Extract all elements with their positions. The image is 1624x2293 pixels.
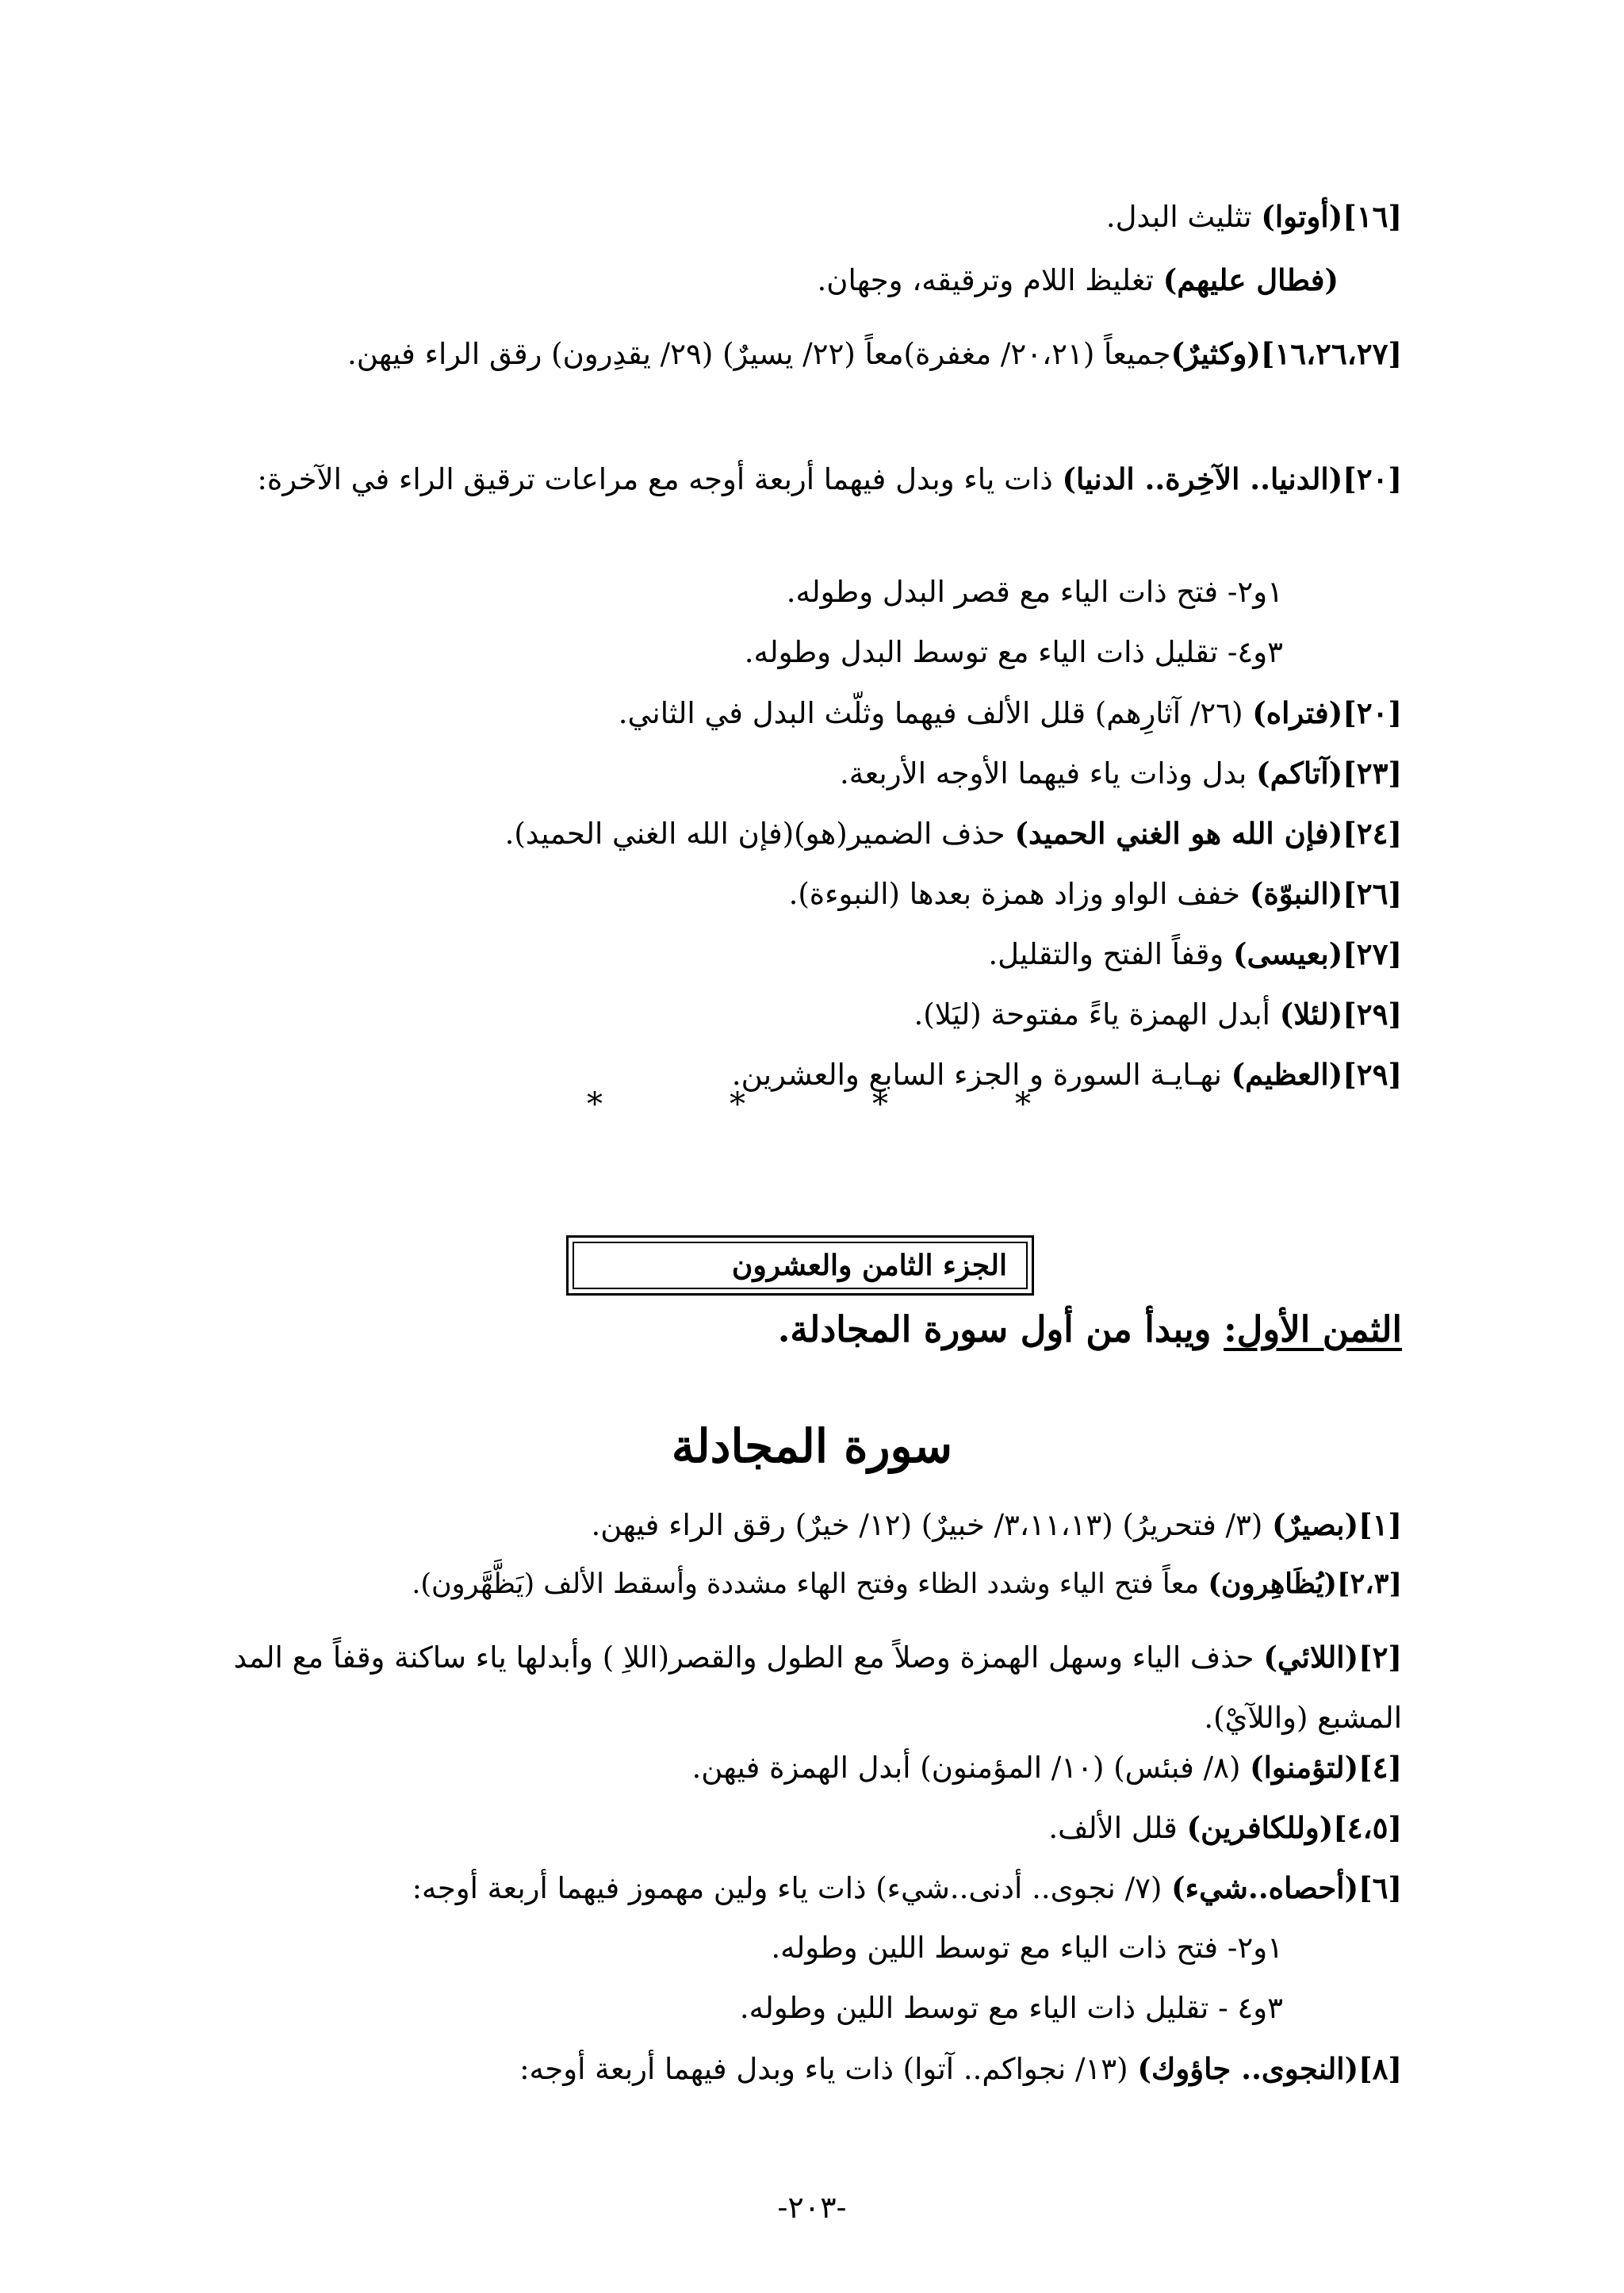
entry-line: [412, 1870, 1402, 1907]
verse-ref: [٤،٥]: [1333, 1810, 1402, 1845]
star-glyph: *: [1015, 1086, 1031, 1123]
entry-text: تثليث البدل.: [1105, 200, 1262, 234]
entry-text: ١و٢- فتح ذات الياء مع قصر البدل وطوله.: [786, 575, 1283, 609]
entry-line: [740, 1990, 1283, 2027]
entry-line: [190, 449, 1402, 510]
verse-ref: [٨]: [1358, 2051, 1402, 2086]
verse-ref: [٢٠]: [1342, 695, 1402, 730]
entry-text: (١٣/ نجواكم.. آتوا) ذات ياء وبدل فيهما أربعة أوجه:: [519, 2052, 1138, 2086]
entry-text: (٣/ فتحريرُ) (٣،١١،١٣/ خبيرٌ) (١٢/ خيرٌ) رقق الراء فيهن.: [591, 1508, 1273, 1542]
entry-line: [190, 1627, 1402, 1748]
quranic-term: (يُظَاهِرون): [1208, 1568, 1337, 1600]
verse-ref: [٤]: [1358, 1750, 1402, 1785]
entry-text: (٢٦/ آثارِهم) قلل الألف فيهما وثلّث البدل في الثاني.: [618, 696, 1253, 730]
star-glyph: *: [730, 1086, 745, 1123]
section-divider-stars: [587, 1086, 1031, 1123]
quranic-term: (فطال عليهم): [1162, 262, 1339, 297]
entry-line: [789, 875, 1402, 913]
section-heading: [778, 1308, 1402, 1350]
quranic-term: (اللائي): [1263, 1640, 1359, 1675]
entry-text: معاً فتح الياء وشدد الظاء وفتح الهاء مشددة وأسقط الألف (يَظَّهَّرون).: [412, 1568, 1208, 1600]
quranic-term: (لئلا): [1279, 997, 1343, 1032]
entry-text: بدل وذات ياء فيهما الأوجه الأربعة.: [839, 756, 1257, 790]
quranic-term: (فإن الله هو الغني الحميد): [1014, 816, 1343, 851]
verse-ref: [١٦]: [1342, 199, 1402, 234]
quranic-term: (العظيم): [1231, 1057, 1343, 1092]
entry-text: نهـايـة السورة و الجزء السابع والعشرين.: [731, 1058, 1231, 1092]
page-number: -٢٠٣-: [777, 2190, 847, 2225]
quranic-term: (بصيرٌ): [1272, 1507, 1359, 1542]
entry-text: تغليظ اللام وترقيقه، وجهان.: [817, 263, 1163, 297]
entry-text: ٣و٤- تقليل ذات الياء مع توسط البدل وطوله.: [744, 635, 1283, 669]
entry-text: حذف الياء وسهل الهمزة وصلاً مع الطول والقصر(اللاِ ) وأبدلها ياء ساكنة وقفاً مع المد المشبع (واللآيْ).: [233, 1640, 1402, 1735]
quranic-term: (النجوى.. جاؤوك): [1137, 2051, 1359, 2086]
entry-line: [818, 262, 1339, 299]
quranic-term: (آتاكم): [1256, 756, 1343, 790]
entry-text: ٣و٤ - تقليل ذات الياء مع توسط اللين وطوله.: [739, 1991, 1283, 2025]
entry-line: [771, 1930, 1283, 1966]
quranic-term: (النبوّة): [1249, 876, 1343, 911]
entry-line: [691, 1749, 1402, 1786]
star-glyph: *: [872, 1086, 888, 1123]
entry-line: [619, 695, 1402, 732]
entry-line: [412, 1567, 1402, 1602]
entry-text: ١و٢- فتح ذات الياء مع توسط اللين وطوله.: [771, 1931, 1283, 1965]
verse-ref: [٢٦]: [1342, 876, 1402, 911]
quranic-term: (الدنيا.. الآخِرة.. الدنيا): [1062, 461, 1343, 496]
entry-text: جميعاً (٢٠،٢١/ مغفرة)معاً (٢٢/ يسيرٌ) (٢٩/ يقدِرون) رقق الراء فيهن.: [347, 337, 1171, 371]
entry-text: خفف الواو وزاد همزة بعدها (النبوءة).: [788, 877, 1250, 911]
entry-line: [1106, 198, 1402, 235]
quranic-term: (وكثيرٌ): [1170, 336, 1261, 371]
verse-ref: [٢٠]: [1342, 461, 1402, 496]
juz-title: الجزء الثامن والعشرون: [573, 1242, 1028, 1289]
verse-ref: [٢٩]: [1342, 1057, 1402, 1092]
entry-line: [745, 634, 1283, 671]
verse-ref: [١]: [1358, 1507, 1402, 1542]
entry-line: [592, 1506, 1402, 1544]
entry-line: [519, 2050, 1402, 2088]
quranic-term: (بعيسى): [1233, 936, 1343, 971]
entry-text: وقفاً الفتح والتقليل.: [988, 937, 1234, 971]
section-label: الثمن الأول:: [1224, 1308, 1402, 1350]
verse-ref: [١٦،٢٦،٢٧]: [1260, 336, 1402, 371]
quranic-term: (لتؤمنوا): [1250, 1750, 1359, 1785]
juz-title-box: [566, 1235, 1034, 1296]
verse-ref: [٢٩]: [1342, 997, 1402, 1032]
entry-text: حذف الضمير(هو)(فإن الله الغني الحميد).: [504, 817, 1015, 851]
quranic-term: (وللكافرين): [1186, 1810, 1334, 1845]
entry-line: [988, 936, 1402, 973]
entry-text: (٨/ فبئس) (١٠/ المؤمنون) أبدل الهمزة فيهن.: [691, 1751, 1251, 1785]
verse-ref: [٢]: [1358, 1640, 1402, 1675]
entry-line: [914, 996, 1402, 1033]
quranic-term: (أوتوا): [1261, 199, 1343, 234]
entry-text: ذات ياء وبدل فيهما أربعة أوجه مع مراعات ترقيق الراء في الآخرة:: [257, 462, 1063, 496]
quranic-term: (أحصاه..شيء): [1171, 1870, 1359, 1905]
entry-line: [190, 323, 1402, 385]
surah-title: سورة المجادلة: [671, 1419, 953, 1473]
quranic-term: (فتراه): [1252, 695, 1343, 730]
entry-line: [840, 755, 1402, 792]
entry-text: أبدل الهمزة ياءً مفتوحة (ليَلا).: [914, 997, 1280, 1032]
verse-ref: [٢٤]: [1342, 816, 1402, 851]
entry-line: [1048, 1809, 1402, 1847]
verse-ref: [٢٧]: [1342, 936, 1402, 971]
verse-ref: [٢٣]: [1342, 756, 1402, 790]
verse-ref: [٦]: [1358, 1870, 1402, 1905]
entry-text: قلل الألف.: [1048, 1811, 1187, 1845]
star-glyph: *: [587, 1086, 603, 1123]
entry-line: [505, 815, 1402, 852]
section-text: ويبدأ من أول سورة المجادلة.: [777, 1308, 1224, 1350]
entry-text: (٧/ نجوى.. أدنى..شيء) ذات ياء ولين مهموز فيهما أربعة أوجه:: [412, 1871, 1172, 1905]
verse-ref: [٢،٣]: [1336, 1568, 1402, 1600]
entry-line: [787, 574, 1283, 611]
